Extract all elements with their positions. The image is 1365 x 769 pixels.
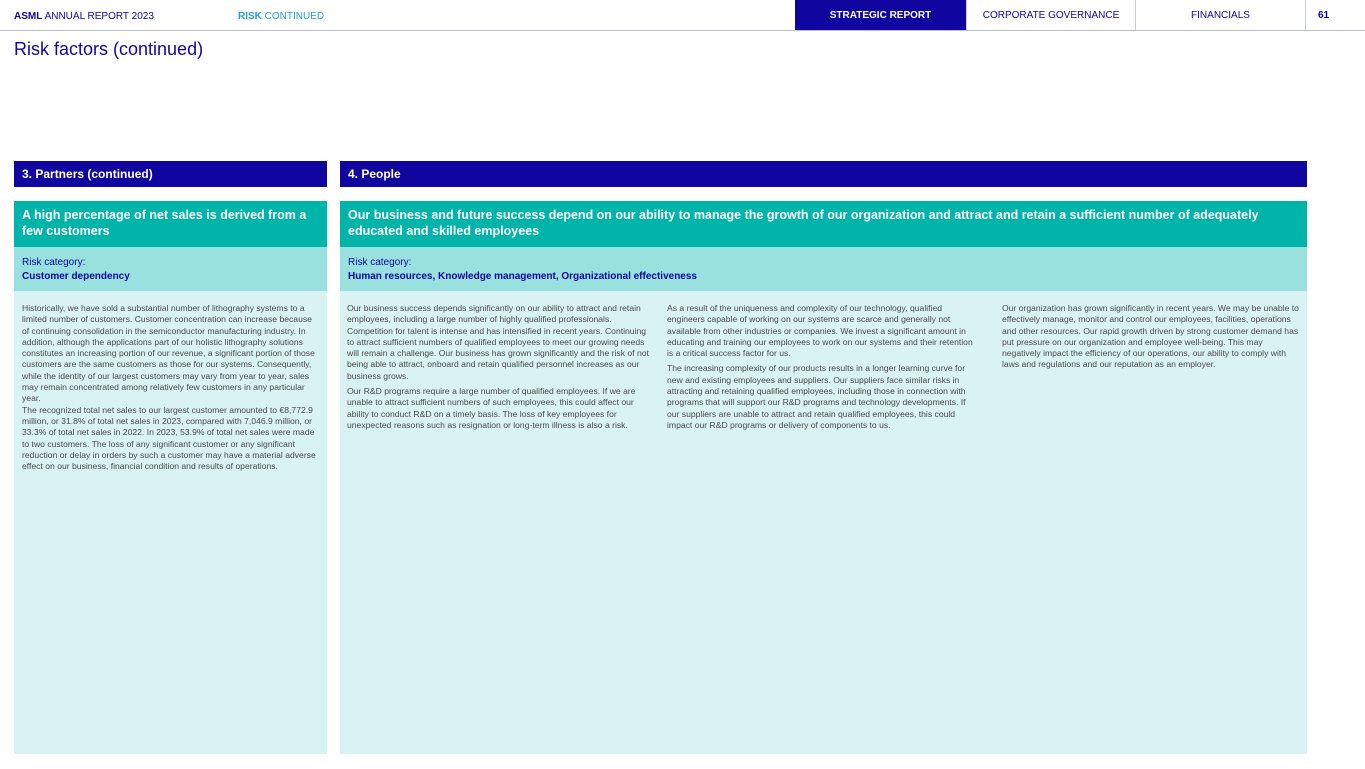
paragraph: Historically, we have sold a substantial number of lithography systems to a limited number of customers. Customer concentration can increase because of continuing consolidation in the semiconductor manufacturing industry. In addition, although the applications part of our holistic lithography solutions constitutes an increasing portion of our revenue, a significant portion of those customers are the same customers as those for our systems. Consequently, while the identity of our largest customers may vary from year to year, sales may remain concentrated among relatively few customers in any particular year. <box>22 303 315 404</box>
paragraph: The recognized total net sales to our largest customer amounted to €8,772.9 million, or 31.8% of total net sales in 2023, compared with 7,046.9 million, or 33.3% of total net sales in 2022. In 2023, 53.9% of total net sales were made to two customers. The loss of any significant customer or any significant reduction or delay in orders by such a customer may have a material adverse effect on our business, financial condition and results of operations. <box>22 404 316 472</box>
paragraph: Our business success depends significantly on our ability to attract and retain employees, including a large number of highly qualified professionals. Competition for talent is intense and has intensified in recent years. Continuing to attract sufficient numbers of qualified employees to meet our growing needs will remain a challenge. Our business has grown significantly and the risk of not being able to attract, onboard and retain qualified personnel increases as our business grows. <box>347 303 649 381</box>
risk-description <box>14 291 327 754</box>
section-header-partners: 3. Partners (continued) <box>14 161 327 187</box>
risk-category-label: Risk category: <box>348 257 412 268</box>
people-column <box>340 161 1307 754</box>
risk-description <box>340 291 1307 754</box>
risk-category-value: Human resources, Knowledge management, Organizational effectiveness <box>348 271 697 282</box>
breadcrumb-section: RISK <box>238 11 262 22</box>
risk-category-label: Risk category: <box>22 257 86 268</box>
brand-report-label: ANNUAL REPORT 2023 <box>42 11 154 22</box>
risk-title-customers: A high percentage of net sales is derived from a few customers <box>14 201 327 247</box>
tab-strategic-report[interactable]: STRATEGIC REPORT <box>795 0 966 30</box>
text-column-1 <box>347 303 653 435</box>
paragraph: Our organization has grown significantly in recent years. We may be unable to effectively manage, monitor and control our employees, facilities, operations and other resources. Our rapid growth driven by strong customer demand has put pressure on our organization and employee well-being. This may negatively impact the efficiency of our operations, our ability to comply with laws and regulations and our reputation as an employer. <box>1002 303 1299 370</box>
tab-corporate-governance[interactable]: CORPORATE GOVERNANCE <box>966 0 1135 30</box>
risk-category-box <box>340 247 1307 291</box>
brand-name: ASML <box>14 11 43 22</box>
risk-title-people: Our business and future success depend on our ability to manage the growth of our organization and attract and retain a sufficient number of adequately educated and skilled employees <box>340 201 1307 247</box>
page-title: Risk factors (continued) <box>14 39 204 59</box>
risk-category-value: Customer dependency <box>22 271 130 282</box>
page-number: 61 <box>1305 0 1365 30</box>
breadcrumb-suffix: CONTINUED <box>261 11 325 22</box>
text-column-2 <box>667 303 975 435</box>
top-header-bar <box>0 0 1365 31</box>
tab-financials[interactable]: FINANCIALS <box>1135 0 1305 30</box>
section-header-people: 4. People <box>340 161 1307 187</box>
paragraph: As a result of the uniqueness and complexity of our technology, qualified engineers capable of working on our systems are scarce and generally not available from other industries or companies. We invest a significant amount in educating and training our employees to work on our systems and their retention is a critical success factor for us. <box>667 303 973 359</box>
partners-column <box>14 161 327 754</box>
text-column-3 <box>1002 303 1300 375</box>
section-breadcrumb[interactable] <box>238 11 324 22</box>
report-brand <box>14 11 154 22</box>
paragraph: Our R&D programs require a large number of qualified employees. If we are unable to attract sufficient numbers of such employees, this could affect our ability to conduct R&D on a timely basis. The loss of key employees for unexpected reasons such as resignation or long-term illness is also a risk. <box>347 386 636 430</box>
paragraph: The increasing complexity of our products results in a longer learning curve for new and existing employees and suppliers. Our suppliers face similar risks in attracting and retaining qualified employees, including those in connection with programs that will support our R&D programs and technology developments. If our suppliers are unable to attract and retain qualified employees, this could impact our R&D programs or delivery of components to us. <box>667 363 966 430</box>
risk-category-box <box>14 247 327 291</box>
